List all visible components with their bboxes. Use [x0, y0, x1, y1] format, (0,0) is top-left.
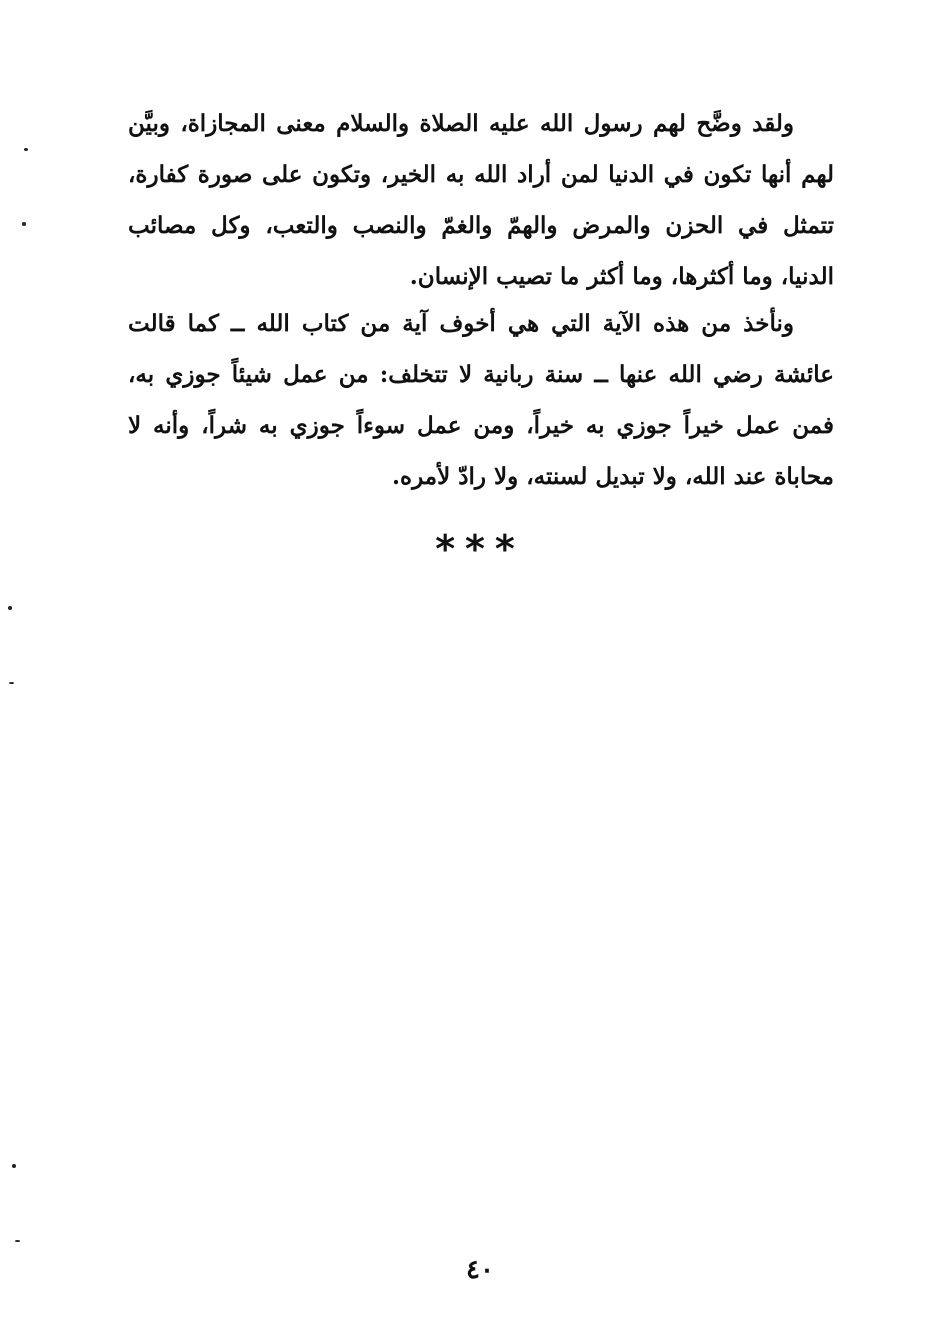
- paragraph-1: ولقد وضَّح لهم رسول الله عليه الصلاة والسلام معنى المجازاة، وبيَّن لهم أنها تكون في الدنيا لمن أراد الله به الخير، وتكون على صورة كفارة، تتمثل في الحزن والمرض والهمّ والغمّ والنصب والتعب، وكل مصائب الدنيا، وما أكثرها، وما أكثر ما تصيب الإنسان.: [128, 110, 834, 290]
- scan-speck: [12, 1164, 16, 1168]
- scan-speck: [22, 222, 26, 226]
- paragraph-2: ونأخذ من هذه الآية التي هي أخوف آية من كتاب الله ــ كما قالت عائشة رضي الله عنها ــ سنة ربانية لا تتخلف: من عمل شيئاً جوزي به، فمن عمل خيراً جوزي به خيراً، ومن عمل سوءاً جوزي به شراً، وأنه لا محاباة عند الله، ولا تبديل لسنته، ولا رادّ لأمره.: [128, 310, 834, 490]
- page-number: ٤٠: [466, 1255, 494, 1285]
- scan-speck: [8, 606, 12, 610]
- scan-speck: [9, 682, 14, 684]
- scan-speck: [15, 1240, 20, 1242]
- section-separator: ***: [435, 527, 525, 571]
- scan-speck: [24, 148, 28, 151]
